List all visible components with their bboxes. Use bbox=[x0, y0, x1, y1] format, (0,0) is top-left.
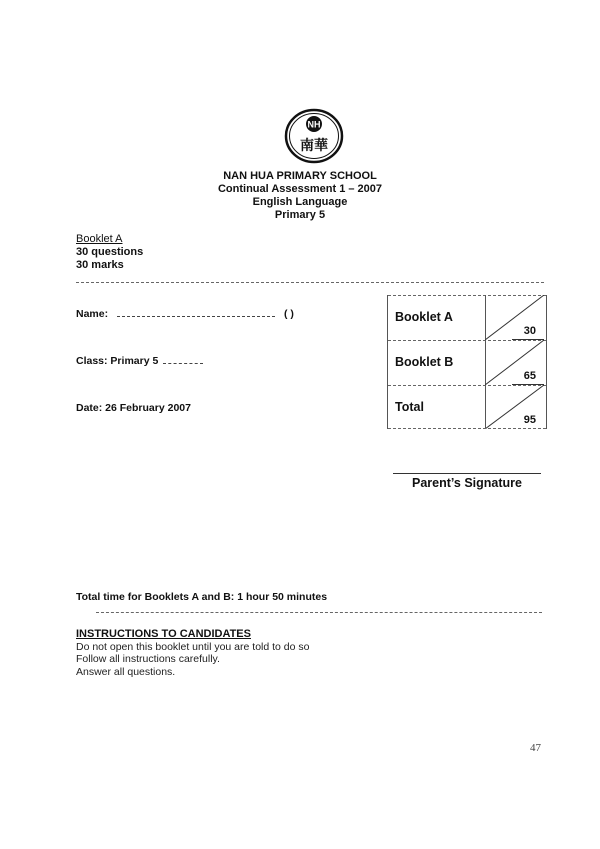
level-title: Primary 5 bbox=[274, 209, 326, 221]
section-divider bbox=[76, 282, 544, 283]
score-slash bbox=[485, 385, 546, 429]
date-label: Date: 26 February 2007 bbox=[76, 402, 191, 414]
instruction-line: Answer all questions. bbox=[76, 665, 176, 678]
name-field[interactable] bbox=[76, 308, 294, 320]
exam-header bbox=[0, 170, 600, 222]
table-bottom-border bbox=[388, 428, 546, 429]
marks-row-booklet-b bbox=[388, 340, 546, 385]
class-label: Class: Primary 5 bbox=[76, 355, 159, 367]
signature-label: Parent’s Signature bbox=[412, 476, 522, 490]
class-field[interactable] bbox=[76, 355, 203, 367]
index-number-parens: ( ) bbox=[283, 308, 294, 320]
name-blank[interactable] bbox=[117, 316, 275, 317]
instruction-line: Do not open this booklet until you are told to do so bbox=[76, 640, 310, 653]
instructions-heading: INSTRUCTIONS TO CANDIDATES bbox=[76, 628, 251, 640]
marks-row-label: Total bbox=[395, 400, 424, 414]
name-label: Name: bbox=[76, 308, 109, 320]
marks-row-total: 65 bbox=[523, 370, 536, 382]
date-field bbox=[76, 402, 191, 414]
school-crest-icon bbox=[284, 108, 344, 164]
marks-row-total: 30 bbox=[523, 325, 536, 337]
total-time: Total time for Booklets A and B: 1 hour 50 minutes bbox=[76, 591, 328, 603]
score-slash bbox=[485, 295, 546, 340]
score-slash bbox=[485, 340, 546, 385]
instructions bbox=[76, 628, 310, 678]
marks-row-label: Booklet A bbox=[395, 310, 453, 324]
mark-count: 30 marks bbox=[76, 259, 124, 271]
marks-row-label: Booklet B bbox=[395, 355, 454, 369]
logo-chinese-name: 南華 bbox=[300, 138, 328, 154]
page-number: 47 bbox=[530, 742, 541, 754]
logo-monogram: NH bbox=[307, 119, 321, 130]
booklet-info bbox=[76, 233, 143, 272]
question-count: 30 questions bbox=[76, 246, 144, 258]
subject-title: English Language bbox=[252, 196, 348, 208]
signature-line[interactable] bbox=[393, 473, 541, 474]
marks-table bbox=[387, 295, 547, 429]
marks-row-booklet-a bbox=[388, 295, 546, 340]
marks-row-total-row bbox=[388, 385, 546, 429]
instruction-line: Follow all instructions carefully. bbox=[76, 653, 220, 665]
section-divider bbox=[96, 612, 542, 613]
assessment-title: Continual Assessment 1 – 2007 bbox=[217, 183, 383, 195]
school-logo bbox=[284, 108, 344, 164]
marks-row-total: 95 bbox=[523, 414, 536, 426]
class-blank[interactable] bbox=[163, 363, 203, 364]
booklet-label: Booklet A bbox=[76, 233, 123, 245]
school-name: NAN HUA PRIMARY SCHOOL bbox=[223, 170, 377, 182]
